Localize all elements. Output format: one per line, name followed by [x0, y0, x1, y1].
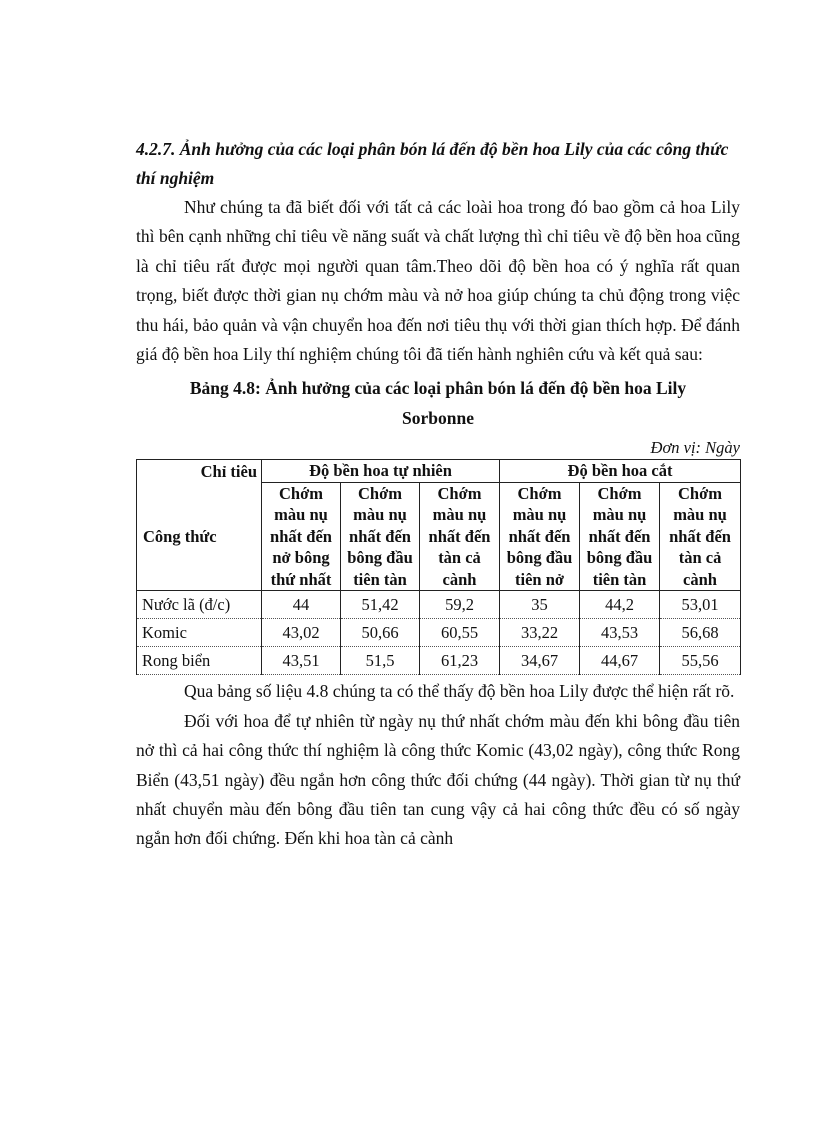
column-header: Chớm màu nụ nhất đến bông đầu tiên nở: [500, 482, 580, 591]
table-cell: 34,67: [500, 647, 580, 675]
table-cell: 51,42: [341, 591, 420, 619]
column-header: Chớm màu nụ nhất đến bông đầu tiên tàn: [580, 482, 660, 591]
row-label: Rong biển: [137, 647, 262, 675]
table-cell: 35: [500, 591, 580, 619]
table-cell: 43,53: [580, 619, 660, 647]
table-row: [137, 591, 741, 619]
table-cell: 56,68: [660, 619, 741, 647]
table-cell: 50,66: [341, 619, 420, 647]
document-page: [136, 135, 740, 854]
table-unit: Đơn vị: Ngày: [650, 438, 740, 458]
table-row: [137, 619, 741, 647]
header-group-natural: Độ bền hoa tự nhiên: [262, 460, 500, 483]
column-header: Chớm màu nụ nhất đến nở bông thứ nhất: [262, 482, 341, 591]
table-cell: 55,56: [660, 647, 741, 675]
table-cell: 43,02: [262, 619, 341, 647]
header-group-cut: Độ bền hoa cắt: [500, 460, 741, 483]
table-row: [137, 647, 741, 675]
table-cell: 43,51: [262, 647, 341, 675]
table-cell: 44,67: [580, 647, 660, 675]
table-cell: 44,2: [580, 591, 660, 619]
data-table: [136, 459, 741, 675]
discussion-paragraph-2: Đối với hoa để tự nhiên từ ngày nụ thứ nhất chớm màu đến khi bông đầu tiên nở thì cả hai công thức thí nghiệm là công thức Komic (43,02 ngày), công thức Rong Biển (43,51 ngày) đều ngắn hơn công thức đối chứng (44 ngày). Thời gian từ nụ thứ nhất chuyển màu đến bông đầu tiên tan cung vậy cả hai công thức đều có số ngày ngắn hơn đối chứng. Đến khi hoa tàn cả cành: [136, 710, 740, 849]
row-label: Nước lã (đ/c): [137, 591, 262, 619]
table-cell: 60,55: [420, 619, 500, 647]
column-header: Chớm màu nụ nhất đến bông đầu tiên tàn: [341, 482, 420, 591]
intro-paragraph: Như chúng ta đã biết đối với tất cả các loài hoa trong đó bao gồm cả hoa Lily thì bên cạnh những chỉ tiêu về năng suất và chất lượng thì chỉ tiêu về độ bền hoa cũng là chỉ tiêu rất được mọi người quan tâm.Theo dõi độ bền hoa có ý nghĩa rất quan trọng, biết được thời gian nụ chớm màu và nở hoa giúp chúng ta chủ động trong việc thu hái, bảo quản và vận chuyển hoa đến nơi tiêu thụ với thời gian thích hợp. Để đánh giá độ bền hoa Lily thí nghiệm chúng tôi đã tiến hành nghiên cứu và kết quả sau:: [136, 197, 740, 365]
row-label: Komic: [137, 619, 262, 647]
table-caption-line1: Bảng 4.8: Ảnh hưởng của các loại phân bón lá đến độ bền hoa Lily: [189, 378, 687, 399]
table-cell: 51,5: [341, 647, 420, 675]
section-heading: 4.2.7. Ảnh hưởng của các loại phân bón lá đến độ bền hoa Lily của các công thức thí nghiệm: [136, 139, 729, 188]
table-caption: [136, 373, 740, 433]
table-cell: 33,22: [500, 619, 580, 647]
table-cell: 59,2: [420, 591, 500, 619]
table-cell: 44: [262, 591, 341, 619]
column-header: Chớm màu nụ nhất đến tàn cả cành: [420, 482, 500, 591]
header-cong-thuc: Công thức: [137, 482, 262, 591]
column-header: Chớm màu nụ nhất đến tàn cả cành: [660, 482, 741, 591]
table-cell: 61,23: [420, 647, 500, 675]
table-caption-line2: Sorbonne: [402, 408, 474, 429]
discussion-paragraph-1: Qua bảng số liệu 4.8 chúng ta có thể thấy độ bền hoa Lily được thể hiện rất rõ.: [184, 681, 735, 702]
header-chi-tieu: Chỉ tiêu: [137, 460, 262, 483]
table-cell: 53,01: [660, 591, 741, 619]
